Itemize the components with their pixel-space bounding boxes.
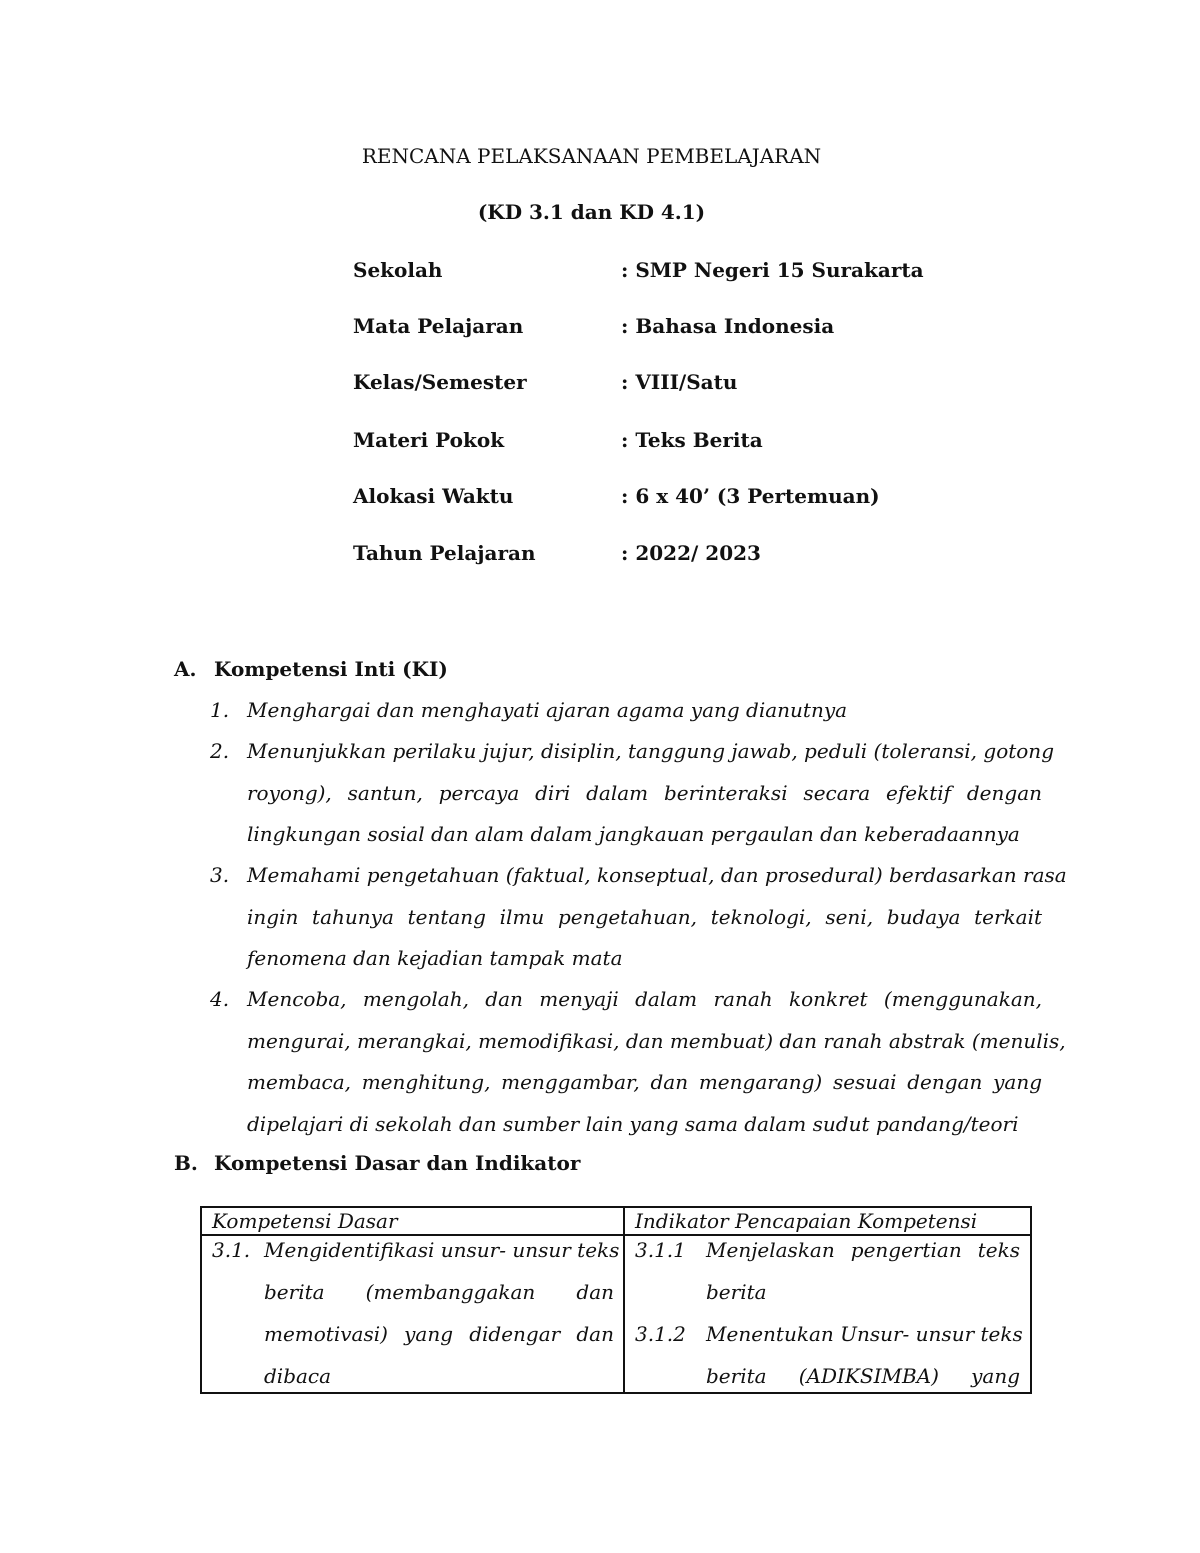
list-line: Memahami pengetahuan (faktual, konseptual, dan prosedural) berdasarkan rasa	[247, 863, 1067, 887]
table-header-cell: Indikator Pencapaian Kompetensi	[624, 1207, 1031, 1235]
kd-line: Mengidentifikasi unsur- unsur teks	[264, 1238, 620, 1262]
list-number: 3.	[210, 863, 230, 887]
kd-number: 3.1.	[212, 1238, 251, 1262]
table-row	[201, 1235, 1031, 1393]
indicator-line: Menjelaskan pengertian teks	[706, 1238, 1020, 1262]
identity-label: Materi Pokok	[353, 428, 505, 452]
list-line: Menunjukkan perilaku jujur, disiplin, tanggung jawab, peduli (toleransi, gotong	[247, 739, 1054, 763]
section-a-heading	[174, 657, 448, 681]
list-number: 2.	[210, 739, 230, 763]
list-line: dipelajari di sekolah dan sumber lain yang sama dalam sudut pandang/teori	[247, 1112, 1019, 1136]
section-letter: A.	[174, 657, 197, 681]
list-number: 1.	[210, 698, 230, 722]
list-line: royong), santun, percaya diri dalam berinteraksi secara efektif dengan	[247, 781, 1042, 805]
identity-label: Alokasi Waktu	[353, 484, 514, 508]
document-subtitle: (KD 3.1 dan KD 4.1)	[477, 200, 706, 224]
kd-cell	[201, 1235, 624, 1393]
table-header-row	[201, 1207, 1031, 1235]
section-title: Kompetensi Inti (KI)	[214, 657, 448, 681]
kd-line: berita (membanggakan dan	[264, 1280, 614, 1304]
identity-value: : 6 x 40’ (3 Pertemuan)	[621, 484, 880, 508]
section-letter: B.	[174, 1151, 198, 1175]
identity-label: Sekolah	[353, 258, 443, 282]
identity-value: : 2022/ 2023	[621, 541, 761, 565]
identity-label: Tahun Pelajaran	[353, 541, 536, 565]
list-line: Menghargai dan menghayati ajaran agama yang dianutnya	[247, 698, 848, 722]
identity-value: : Bahasa Indonesia	[621, 314, 835, 338]
kd-line: dibaca	[264, 1364, 332, 1388]
kd-line: memotivasi) yang didengar dan	[264, 1322, 614, 1346]
section-b-heading	[174, 1151, 580, 1175]
document-title: RENCANA PELAKSANAAN PEMBELAJARAN	[361, 144, 822, 168]
list-line: membaca, menghitung, menggambar, dan mengarang) sesuai dengan yang	[247, 1070, 1042, 1094]
identity-value: : Teks Berita	[621, 428, 763, 452]
list-line: Mencoba, mengolah, dan menyaji dalam ranah konkret (menggunakan,	[247, 987, 1042, 1011]
list-number: 4.	[210, 987, 230, 1011]
indicator-line: berita	[706, 1280, 767, 1304]
list-line: lingkungan sosial dan alam dalam jangkauan pergaulan dan keberadaannya	[247, 822, 1020, 846]
list-line: mengurai, merangkai, memodifikasi, dan membuat) dan ranah abstrak (menulis,	[247, 1029, 1066, 1053]
indicator-line: berita (ADIKSIMBA) yang	[706, 1364, 1020, 1388]
section-title: Kompetensi Dasar dan Indikator	[214, 1151, 581, 1175]
list-line: fenomena dan kejadian tampak mata	[247, 946, 623, 970]
identity-label: Kelas/Semester	[353, 370, 527, 394]
kd-table	[200, 1206, 1032, 1394]
indicator-cell	[624, 1235, 1031, 1393]
identity-value: : SMP Negeri 15 Surakarta	[621, 258, 924, 282]
indicator-number: 3.1.1	[635, 1238, 686, 1262]
list-line: ingin tahunya tentang ilmu pengetahuan, teknologi, seni, budaya terkait	[247, 905, 1042, 929]
table-header-cell: Kompetensi Dasar	[201, 1207, 624, 1235]
identity-value: : VIII/Satu	[621, 370, 738, 394]
indicator-number: 3.1.2	[635, 1322, 686, 1346]
identity-label: Mata Pelajaran	[353, 314, 524, 338]
indicator-line: Menentukan Unsur- unsur teks	[706, 1322, 1023, 1346]
